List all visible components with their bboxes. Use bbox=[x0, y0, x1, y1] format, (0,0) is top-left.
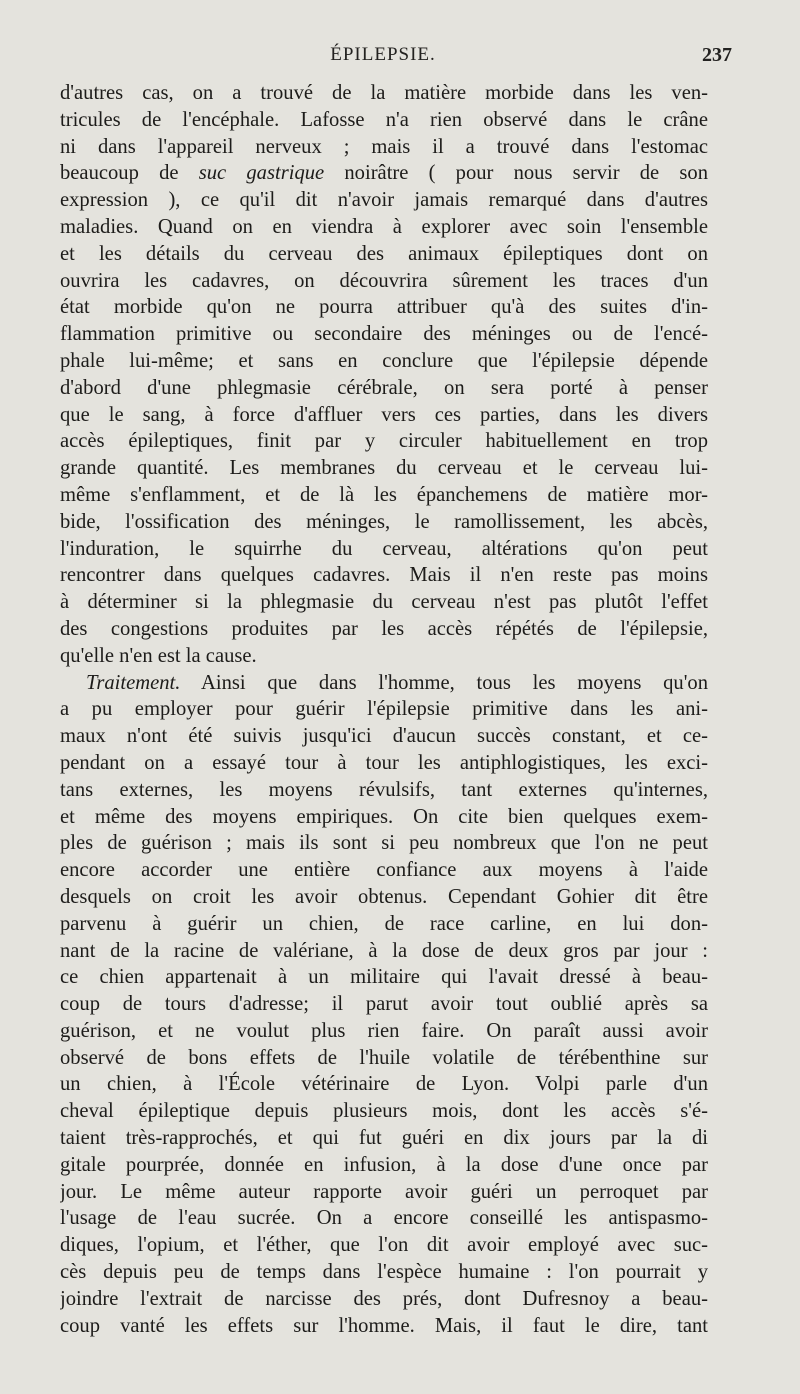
text-line: pendant on a essayé tour à tour les antiphlogistiques, les exci- bbox=[60, 751, 708, 774]
text-line: à déterminer si la phlegmasie du cerveau n'est pas plutôt l'effet bbox=[60, 591, 708, 614]
text-line: l'usage de l'eau sucrée. On a encore conseillé les antispasmo- bbox=[60, 1207, 708, 1230]
body-text bbox=[60, 80, 708, 1339]
text-line: ples de guérison ; mais ils sont si peu nombreux que l'on ne peut bbox=[60, 832, 708, 855]
italic-term: Traitement. bbox=[86, 671, 181, 694]
page-number: 237 bbox=[702, 44, 732, 66]
text-line: taient très-rapprochés, et qui fut guéri en dix jours par la di bbox=[60, 1127, 708, 1150]
text-line-segment: beaucoup de bbox=[60, 162, 199, 185]
text-line: cheval épileptique depuis plusieurs mois, dont les accès s'é- bbox=[60, 1100, 708, 1123]
text-line: tans externes, les moyens révulsifs, tant externes qu'internes, bbox=[60, 778, 708, 801]
text-line: nant de la racine de valériane, à la dose de deux gros par jour : bbox=[60, 939, 708, 962]
text-line: d'abord d'une phlegmasie cérébrale, on sera porté à penser bbox=[60, 376, 708, 399]
text-line: observé de bons effets de l'huile volatile de térébenthine sur bbox=[60, 1046, 708, 1069]
text-line: que le sang, à force d'affluer vers ces parties, dans les divers bbox=[60, 403, 708, 426]
text-line: tricules de l'encéphale. Lafosse n'a rien observé dans le crâne bbox=[60, 108, 708, 131]
text-line: bide, l'ossification des méninges, le ramollissement, les abcès, bbox=[60, 510, 708, 533]
text-line: expression ), ce qu'il dit n'avoir jamais remarqué dans d'autres bbox=[60, 189, 708, 212]
text-line: parvenu à guérir un chien, de race carline, en lui don- bbox=[60, 912, 708, 935]
text-line bbox=[60, 670, 708, 697]
text-line: jour. Le même auteur rapporte avoir guéri un perroquet par bbox=[60, 1180, 708, 1203]
text-line: gitale pourprée, donnée en infusion, à la dose d'une once par bbox=[60, 1153, 708, 1176]
text-line: un chien, à l'École vétérinaire de Lyon. Volpi parle d'un bbox=[60, 1073, 708, 1096]
text-line: coup vanté les effets sur l'homme. Mais, il faut le dire, tant bbox=[60, 1314, 708, 1337]
text-line: cès depuis peu de temps dans l'espèce humaine : l'on pourrait y bbox=[60, 1261, 708, 1284]
text-line bbox=[60, 160, 708, 187]
text-line: phale lui-même; et sans en conclure que l'épilepsie dépende bbox=[60, 349, 708, 372]
text-line: et même des moyens empiriques. On cite bien quelques exem- bbox=[60, 805, 708, 828]
text-line-segment: Ainsi que dans l'homme, tous les moyens qu'on bbox=[180, 671, 708, 694]
text-line: maladies. Quand on en viendra à explorer avec soin l'ensemble bbox=[60, 215, 708, 238]
text-line: rencontrer dans quelques cadavres. Mais il n'en reste pas moins bbox=[60, 564, 708, 587]
text-line: d'autres cas, on a trouvé de la matière morbide dans les ven- bbox=[60, 82, 708, 104]
page-header bbox=[60, 44, 732, 74]
text-line: ouvrira les cadavres, on découvrira sûrement les traces d'un bbox=[60, 269, 708, 292]
text-line: ce chien appartenait à un militaire qui l'avait dressé à beau- bbox=[60, 966, 708, 989]
text-line: maux n'ont été suivis jusqu'ici d'aucun succès constant, et ce- bbox=[60, 725, 708, 748]
text-line: même s'enflamment, et de là les épanchemens de matière mor- bbox=[60, 483, 708, 506]
text-line: ni dans l'appareil nerveux ; mais il a trouvé dans l'estomac bbox=[60, 135, 708, 158]
text-line: qu'elle n'en est la cause. bbox=[60, 644, 257, 667]
text-line: et les détails du cerveau des animaux épileptiques dont on bbox=[60, 242, 708, 265]
text-line: état morbide qu'on ne pourra attribuer qu'à des suites d'in- bbox=[60, 296, 708, 319]
text-line: desquels on croit les avoir obtenus. Cependant Gohier dit être bbox=[60, 885, 708, 908]
text-line: des congestions produites par les accès répétés de l'épilepsie, bbox=[60, 617, 708, 640]
text-line: joindre l'extrait de narcisse des prés, dont Dufresnoy a beau- bbox=[60, 1287, 708, 1310]
text-line-segment: noirâtre ( pour nous servir de son bbox=[324, 162, 708, 185]
text-line: encore accorder une entière confiance aux moyens à l'aide bbox=[60, 859, 708, 882]
text-line: guérison, et ne voulut plus rien faire. On paraît aussi avoir bbox=[60, 1019, 708, 1042]
text-line: a pu employer pour guérir l'épilepsie primitive dans les ani- bbox=[60, 698, 708, 721]
text-line: coup de tours d'adresse; il parut avoir tout oublié après sa bbox=[60, 993, 708, 1016]
running-title: ÉPILEPSIE. bbox=[330, 44, 436, 65]
italic-term: suc gastrique bbox=[198, 162, 325, 185]
text-line: diques, l'opium, et l'éther, que l'on dit avoir employé avec suc- bbox=[60, 1234, 708, 1257]
text-line: l'induration, le squirrhe du cerveau, altérations qu'on peut bbox=[60, 537, 708, 560]
text-line: grande quantité. Les membranes du cerveau et le cerveau lui- bbox=[60, 457, 708, 480]
text-line: accès épileptiques, finit par y circuler habituellement en trop bbox=[60, 430, 708, 453]
text-line: flammation primitive ou secondaire des méninges ou de l'encé- bbox=[60, 323, 708, 346]
